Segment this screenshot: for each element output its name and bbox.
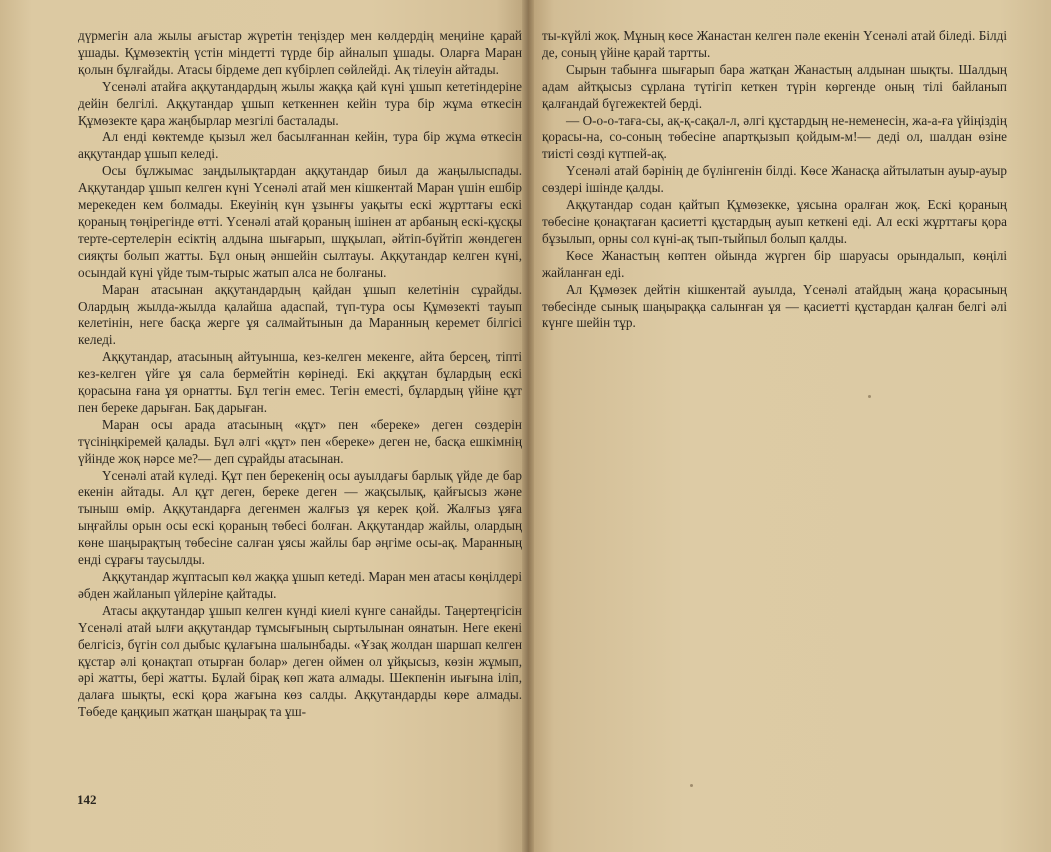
paper-speck <box>868 395 871 398</box>
right-paragraph-6: Көсе Жанастың көптен ойында жүрген бір шаруасы орындалып, көңілі жайланған еді. <box>542 247 1007 280</box>
left-paragraph-7: Маран осы арада атасының «құт» пен «береке» деген сөздерін түсініңкіремей қалады. Бұл әлгі «құт» пен «береке» деген не, басқа ешкімнің үйінде жоқ нәрсе ме?— деп сұрайды атасынан. <box>78 416 522 466</box>
right-paragraph-3: — О-о-о-таға-сы, ақ-қ-сақал-л, әлгі құстардың не-неменесін, жа-а-ға үйіңіздің қорасы-на, со-соның төбесіне апартқызып қойдым-м!— деді ол, шалдан өзіне тиісті сөзді күтпей-ақ. <box>542 112 1007 162</box>
left-paragraph-1: дүрмегін ала жылы ағыстар жүретін теңіздер мен көлдердің меңиіне қарай ұшады. Құмөзектің үстін міндетті түрде бір айналып ұшады. Оларға Маран қолын бұлғайды. Атасы бірдеме деп күбірлеп сөйлейді. Ақ тілеуін айтады. <box>78 28 522 77</box>
left-paragraph-4: Осы бұлжымас заңдылықтардан аққутандар биыл да жаңылыспады. Аққутандар ұшып келген күні Үсенәлі атай мен кішкентай Маран үшін ешбір мерекеден кем болмады. Екеуінің күн ұзынғы уақыты ескі жұрттағы ескі қораның төңірегінде өтті. Үсенәлі атай қораның ішінен ат арбаның ескі-құсқы терте-сертелерін есіктің алдына шығарып, шұқылап, әйтіп-бүйтіп жөндеген сияқты болып жатты. Бұл оның әншейін сылтауы. Аққутандар келген күні, осындай күні үйде тым-тырыс жатып алса не болғаны. <box>78 163 522 280</box>
left-paragraph-5: Маран атасынан аққутандардың қайдан ұшып келетінін сұрайды. Олардың жылда-жылда қалайша адаспай, түп-тура осы Құмөзекті тауып келетінін, неге басқа жерге ұя салмайтынын да Маранның керемет білгісі келеді. <box>78 281 522 348</box>
right-paragraph-5: Аққутандар содан қайтып Құмөзекке, ұясына оралған жоқ. Ескі қораның төбесіне қонақтаған қасиетті құстардың ауып кеткені еді. Ал ескі жұрттағы қора бұзылып, орны сол күні-ақ тып-тыйпыл болып қалды. <box>542 197 1007 246</box>
left-paragraph-9: Аққутандар жұптасып көл жаққа ұшып кетеді. Маран мен атасы көңілдері әбден жайланып үйлеріне қайтады. <box>78 569 522 601</box>
right-paragraph-4: Үсенәлі атай бәрінің де бүлінгенін білді. Көсе Жанасқа айтылатын ауыр-ауыр сөздері ішінде қалды. <box>542 163 1007 196</box>
left-paragraph-3: Ал енді көктемде қызыл жел басылғаннан кейін, тура бір жұма өткесін аққутандар ұшып келеді. <box>78 129 522 162</box>
left-paragraph-8: Үсенәлі атай күледі. Құт пен берекенің осы ауылдағы барлық үйде де бар екенін айтады. Ал құт деген, береке деген — жақсылық, қайғысыз және тыныш өмір. Аққутандарға дегенмен жалғыз ұя керек қой. Жалғыз ұяға ыңғайлы орын осы ескі қораның төбесі болған. Аққутандар жайлы, олардың көне шаңырақтың төбесіне салған ұясы жайлы бар әңгіме осы-ақ. Маранның енді сұрағы таусылды. <box>78 467 522 568</box>
left-paragraph-10: Атасы аққутандар ұшып келген күнді киелі күнге санайды. Таңертеңгісін Үсенәлі атай ылғи аққутандар тұмсығының сыртылынан оянатын. Неге екені белгісіз, бүгін сол дыбыс құлағына шалынбады. «Ұзақ жолдан шаршап келген құстар әлі қонақтап отырған болар» деген оймен ол ұйқысыз, көзін жұмып, әрі жатты, бері жатты. Бұлай бірақ көп жата алмады. Шекпенін иығына іліп, далаға шықты, ескі қора жағына көз салды. Аққутандарды көре алмады. Төбеде қаңқиып жатқан шаңырақ та ұш- <box>78 602 522 720</box>
paper-speck <box>690 784 693 787</box>
left-paragraph-6: Аққутандар, атасының айтуынша, кез-келген мекенге, айта берсең, тіпті кез-келген үйге ұя сала бермейтін көрінеді. Екі аққұтан бұлардың ескі қорасына ғана ұя орнатты. Бұл тегін емес. Тегін еместі, бұлардың үйіне құт пен береке дарыған. Бақ дарыған. <box>78 349 522 415</box>
right-page <box>528 0 1051 852</box>
right-paragraph-2: Сырын табынға шығарып бара жатқан Жанастың алдынан шықты. Шалдың адам айтқысыз сұрлана түтігіп кеткен түрін көргенде оның тілі байланып қалғандай бүгежектей берді. <box>542 61 1007 111</box>
left-paragraph-2: Үсенәлі атайға аққутандардың жылы жаққа қай күні ұшып кететіндеріне дейін белгілі. Аққутандар ұшып кеткеннен кейін тура бір жұма өткесін Құмөзекте қара жаңбырлар мезгілі басталады. <box>78 78 522 128</box>
book-gutter <box>522 0 534 852</box>
page-number: 142 <box>77 792 97 807</box>
right-paragraph-1: ты-күйлі жоқ. Мұның көсе Жанастан келген пәле екенін Үсенәлі атай біледі. Білді де, соның үйіне қарай тартты. <box>542 28 1007 60</box>
right-paragraph-7: Ал Құмөзек дейтін кішкентай ауылда, Үсенәлі атайдың жаңа қорасының төбесінде сынық шаңыраққа салынған ұя — қасиетті құстардан қалған белгі әлі күнге шейін тұр. <box>542 281 1007 331</box>
